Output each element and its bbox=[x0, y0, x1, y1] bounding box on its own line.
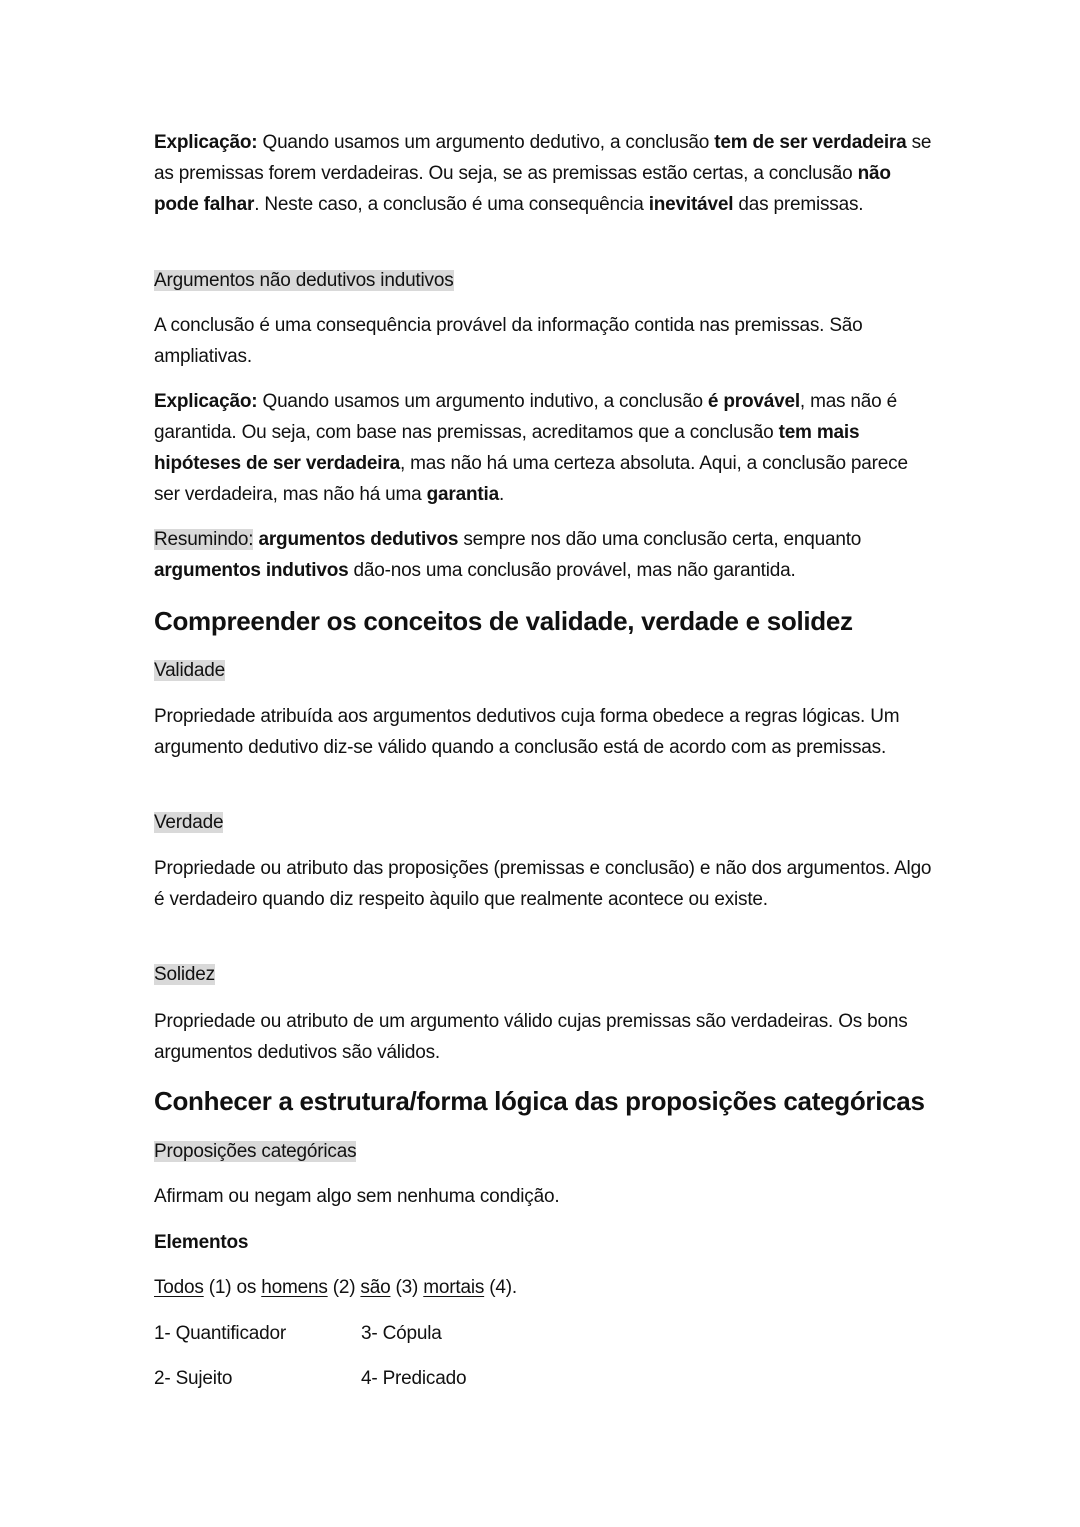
indutivos-heading: Argumentos não dedutivos indutivos bbox=[154, 270, 454, 291]
text: . Neste caso, a conclusão é uma consequência bbox=[254, 194, 649, 215]
bold-text: inevitável bbox=[648, 194, 734, 215]
bold-text: não pode falhar bbox=[154, 163, 891, 215]
text: (1) os bbox=[203, 1277, 262, 1298]
validade-heading-paragraph bbox=[154, 655, 934, 686]
solidez-definition: Propriedade ou atributo de um argumento válido cujas premissas são verdadeiras. Os bons argumentos dedutivos são válidos. bbox=[154, 1011, 908, 1063]
bold-text: tem mais hipóteses de ser verdadeira bbox=[154, 422, 860, 474]
element-quantificador: 1- Quantificador bbox=[154, 1323, 286, 1344]
elementos-label-paragraph bbox=[154, 1227, 934, 1258]
bold-text: garantia bbox=[426, 484, 499, 505]
text: das premissas. bbox=[733, 194, 864, 215]
proposicoes-heading: Proposições categóricas bbox=[154, 1141, 357, 1162]
solidez-heading-paragraph bbox=[154, 959, 934, 990]
text: Quando usamos um argumento dedutivo, a conclusão bbox=[257, 132, 715, 153]
indutivos-definition: A conclusão é uma consequência provável da informação contida nas premissas. São ampliativas. bbox=[154, 315, 863, 367]
text: . bbox=[498, 484, 505, 505]
subject-word: homens bbox=[261, 1277, 328, 1298]
section-title-validade-verdade-solidez: Compreender os conceitos de validade, verdade e solidez bbox=[154, 606, 853, 636]
resumo-paragraph bbox=[154, 524, 934, 586]
proposicoes-definition: Afirmam ou negam algo sem nenhuma condição. bbox=[154, 1186, 560, 1207]
text: (2) bbox=[327, 1277, 361, 1298]
validade-heading: Validade bbox=[154, 660, 225, 681]
bold-text: é provável bbox=[707, 391, 800, 412]
indutivos-heading-paragraph bbox=[154, 265, 934, 296]
bold-text: tem de ser verdadeira bbox=[714, 132, 907, 153]
text: Quando usamos um argumento indutivo, a conclusão bbox=[257, 391, 708, 412]
validade-definition: Propriedade atribuída aos argumentos dedutivos cuja forma obedece a regras lógicas. Um argumento dedutivo diz-se válido quando a conclusão está de acordo com as premissas. bbox=[154, 706, 900, 758]
elementos-label: Elementos bbox=[154, 1232, 249, 1253]
example-sentence bbox=[154, 1272, 934, 1303]
element-copula: 3- Cópula bbox=[361, 1323, 442, 1344]
verdade-definition: Propriedade ou atributo das proposições (premissas e conclusão) e não dos argumentos. Algo é verdadeiro quando diz respeito àquilo que realmente acontece ou existe. bbox=[154, 858, 932, 910]
text: (4). bbox=[484, 1277, 517, 1298]
copula-word: são bbox=[360, 1277, 391, 1298]
text: (3) bbox=[390, 1277, 424, 1298]
bold-text: argumentos dedutivos bbox=[258, 529, 459, 550]
verdade-heading: Verdade bbox=[154, 812, 224, 833]
explicacao-label: Explicação: bbox=[154, 391, 258, 412]
text: , mas não é garantida. Ou seja, com base nas premissas, acreditamos que a conclusão bbox=[154, 391, 897, 443]
explicacao-indutivo-paragraph bbox=[154, 386, 934, 510]
element-sujeito: 2- Sujeito bbox=[154, 1368, 233, 1389]
verdade-heading-paragraph bbox=[154, 807, 934, 838]
text: , mas não há uma certeza absoluta. Aqui, a conclusão parece ser verdadeira, mas não há uma bbox=[154, 453, 908, 505]
text: dão-nos uma conclusão provável, mas não garantida. bbox=[348, 560, 796, 581]
elements-row-2 bbox=[154, 1363, 934, 1394]
element-predicado: 4- Predicado bbox=[361, 1368, 467, 1389]
bold-text: argumentos indutivos bbox=[154, 560, 349, 581]
resumo-label: Resumindo: bbox=[154, 529, 254, 550]
elements-row-1 bbox=[154, 1318, 934, 1349]
explicacao-label: Explicação: bbox=[154, 132, 258, 153]
predicate-word: mortais bbox=[423, 1277, 485, 1298]
section-title-proposicoes-categoricas: Conhecer a estrutura/forma lógica das proposições categóricas bbox=[154, 1086, 925, 1116]
text: sempre nos dão uma conclusão certa, enquanto bbox=[458, 529, 862, 550]
explicacao-dedutivo-paragraph bbox=[154, 127, 934, 220]
solidez-heading: Solidez bbox=[154, 964, 215, 985]
quantifier-word: Todos bbox=[154, 1277, 204, 1298]
text: se as premissas forem verdadeiras. Ou seja, se as premissas estão certas, a conclusão bbox=[154, 132, 932, 184]
proposicoes-heading-paragraph bbox=[154, 1136, 934, 1167]
